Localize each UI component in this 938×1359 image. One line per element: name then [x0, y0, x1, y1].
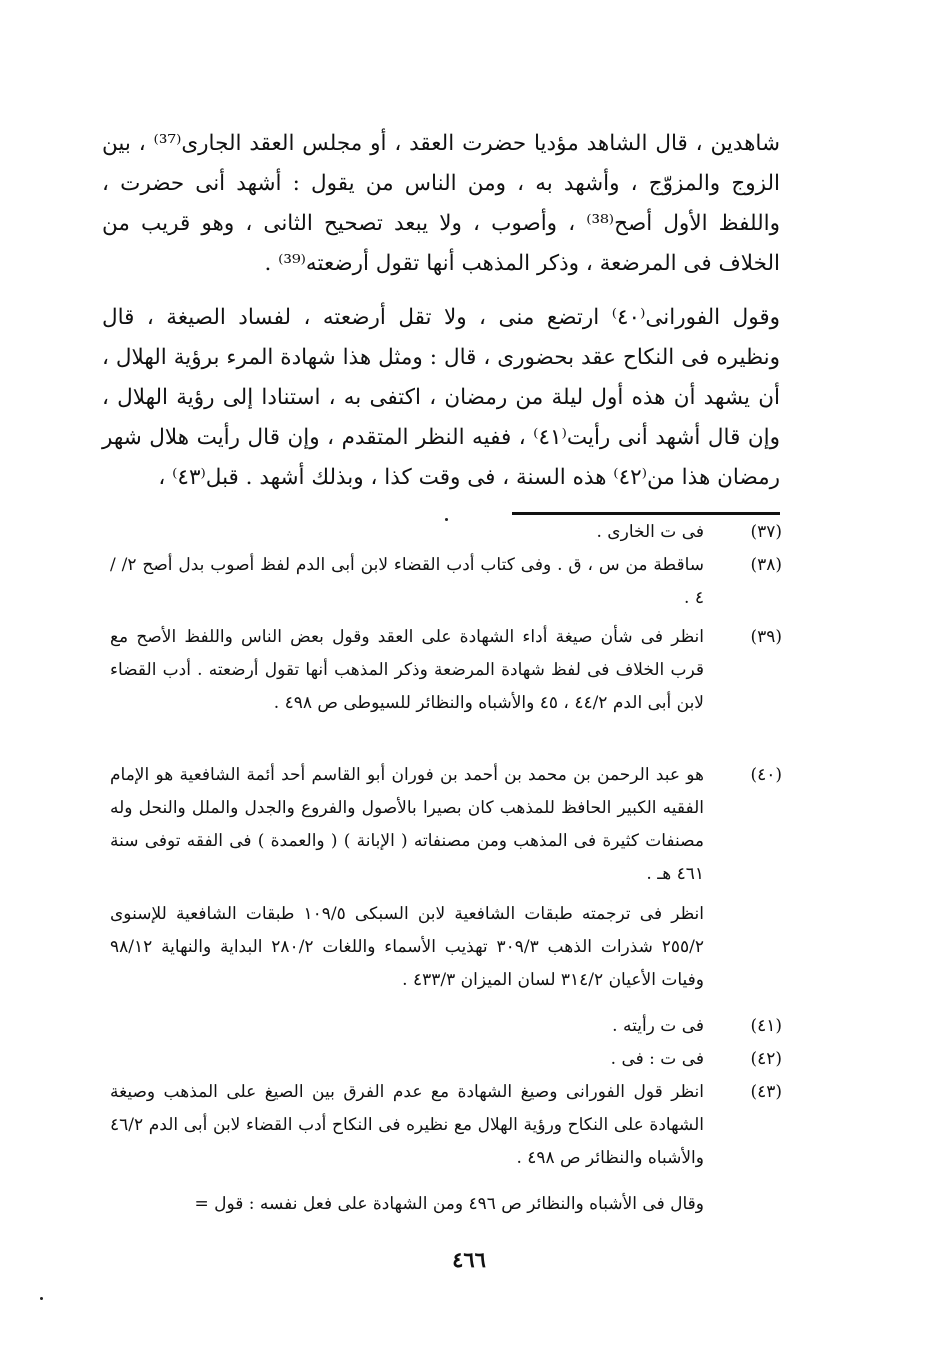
- footnote-separator-rule: [512, 512, 780, 515]
- footnote-text: انظر فى شأن صيغة أداء الشهادة على العقد وقول بعض الناس واللفظ الأصح مع قرب الخلاف فى لفظ شهادة المرضعة وذكر المذهب أنها تقول أرضعته . أدب القضاء لابن أبى الدم ٤٤/٢ ، ٤٥ والأشباه والنظائر للسيوطى ص ٤٩٨ .: [110, 627, 704, 713]
- body-paragraph-1: شاهدين ، قال الشاهد مؤديا حضرت العقد ، أو مجلس العقد الجارى⁽³⁷⁾ ، بين الزوج والمزوّج ، وأشهد به ، ومن الناس من يقول : أشهد أنى حضرت ، واللفظ الأول أصح⁽³⁸⁾ ، وأصوب ، ولا يبعد تصحيح الثانى ، وهو قريب من الخلاف فى المرضعة ، وذكر المذهب أنها تقول أرضعته⁽³⁹⁾ .: [102, 131, 781, 276]
- scan-speck: [40, 1297, 43, 1300]
- footnote-number: (٤٣): [750, 1082, 782, 1102]
- footnote-number: (٣٧): [750, 522, 782, 542]
- footnote-40-continuation: [110, 898, 782, 997]
- scan-speck: [445, 518, 448, 521]
- footnote-42: [110, 1043, 782, 1076]
- footnote-text: فى ت : فى .: [610, 1049, 704, 1069]
- footnote-38: [110, 549, 782, 615]
- footnote-number: (٣٨): [750, 555, 782, 575]
- footnote-number: (٤١): [750, 1016, 782, 1036]
- page-number: ٤٦٦: [452, 1247, 486, 1272]
- footnote-41: [110, 1010, 782, 1043]
- footnote-43-continuation: [110, 1188, 782, 1221]
- footnote-text: انظر قول الفورانى وصيغ الشهادة مع عدم الفرق بين الصيغ على المذهب وصيغة الشهادة على النكاح ورؤية الهلال مع نظيره فى النكاح أدب القضاء لابن أبى الدم ٤٦/٢ والأشباه والنظائر ص ٤٩٨ .: [110, 1082, 704, 1168]
- footnote-text: فى ت رأيته .: [612, 1016, 704, 1036]
- footnote-text: فى ت الخارى .: [596, 522, 704, 542]
- footnote-number: (٤٠): [750, 765, 782, 785]
- footnote-number: (٤٢): [750, 1049, 782, 1069]
- footnote-39: [110, 621, 782, 720]
- footnote-text: انظر فى ترجمته طبقات الشافعية لابن السبكى ١٠٩/٥ طبقات الشافعية للإسنوى ٢٥٥/٢ شذرات الذهب ٣٠٩/٣ تهذيب الأسماء واللغات ٢٨٠/٢ البداية والنهاية ٩٨/١٢ وفيات الأعيان ٣١٤/٢ لسان الميزان ٤٣٣/٣ .: [110, 904, 705, 990]
- footnote-43: [110, 1076, 782, 1175]
- body-paragraph-2: وقول الفورانى⁽٤٠⁾ ارتضع منى ، ولا تقل أرضعته ، لفساد الصيغة ، قال ونظيره فى النكاح عقد بحضورى ، قال : ومثل هذا شهادة المرء برؤية الهلال ، أن يشهد أن هذه أول ليلة من رمضان ، اكتفى به ، استنادا إلى رؤية الهلال ، وإن قال أشهد أنى رأيت⁽٤١⁾ ، ففيه النظر المتقدم ، وإن قال رأيت هلال شهر رمضان هذا من⁽٤٢⁾ هذه السنة ، فى وقت كذا ، وبذلك أشهد . قبل⁽٤٣⁾ ،: [102, 305, 780, 490]
- footnote-text: ساقطة من س ، ق . وفى كتاب أدب القضاء لابن أبى الدم لفظ أصوب بدل أصح ٢/ /٤ .: [110, 555, 704, 608]
- footnote-text: هو عبد الرحمن بن محمد بن أحمد بن فوران أبو القاسم أحد أئمة الشافعية هو الإمام الفقيه الكبير الحافظ للمذهب كان بصيرا بالأصول والفروع والجدل والملل والنحل وله مصنفات كثيرة فى المذهب ومن مصنفاته ( الإبانة ) ( والعمدة ) فى الفقه توفى سنة ٤٦١ هـ .: [110, 765, 704, 884]
- footnote-40: [110, 759, 782, 891]
- footnote-text: وقال فى الأشباه والنظائر ص ٤٩٦ ومن الشهادة على فعل نفسه : قول =: [194, 1194, 704, 1214]
- footnote-number: (٣٩): [750, 627, 782, 647]
